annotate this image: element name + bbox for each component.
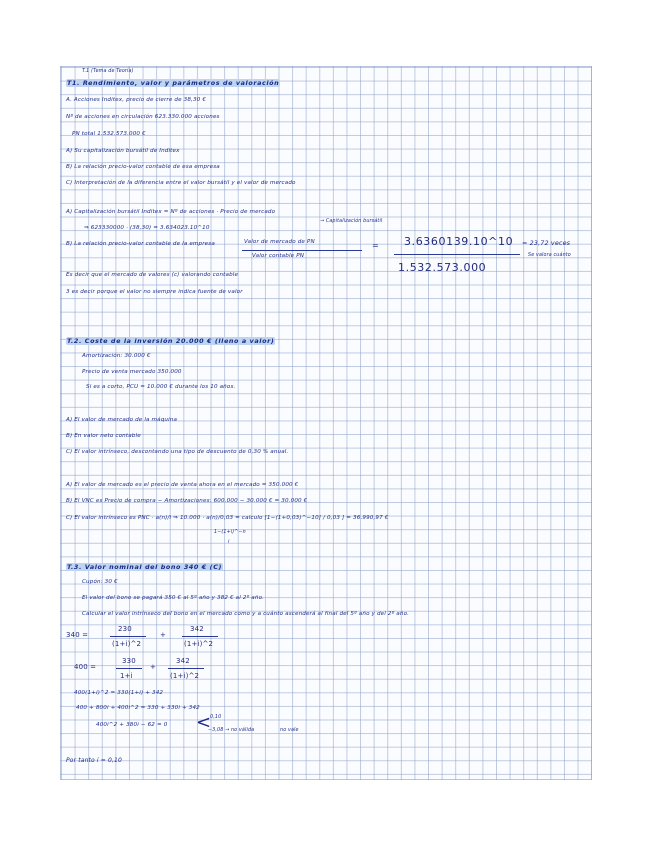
s3-eq2-b-num: 342	[176, 657, 190, 665]
s1-line-4: A) Su capitalización bursátil de Inditex	[66, 148, 180, 154]
s3-eq1-bar-a	[110, 636, 146, 637]
s3-root-1: 0,10	[210, 715, 222, 720]
s1-a-note: → Capitalización bursátil	[320, 219, 383, 224]
section-1-title: T1. Rendimiento, valor y parámetros de valoración	[67, 79, 280, 87]
s2-line-1: Amortización: 30.000 €	[82, 353, 151, 359]
s2-answer-c-sub: 1−(1+i)^−n	[214, 530, 246, 535]
s3-eq2-a-num: 330	[122, 657, 136, 665]
s3-eq1-b-num: 342	[190, 625, 204, 633]
s3-eq2-bar-a	[116, 668, 142, 669]
s3-root-note: no vale	[280, 728, 299, 733]
s3-eq1-a-num: 230	[118, 625, 132, 633]
s3-roots-brace: <	[196, 712, 212, 733]
s2-answer-c-sub2: i	[228, 540, 230, 545]
s3-eq1-lhs: 340 =	[66, 631, 89, 639]
s3-eq2-bar-b	[168, 668, 204, 669]
s2-line-3: Si es a corto, PCU = 10.000 € durante los 10 años.	[86, 384, 236, 390]
header-note: T.1 (Tema de Teoría)	[82, 69, 134, 74]
s2-q-c: C) El valor intrínseco, descontando una tipo de descuento de 0,30 % anual.	[66, 449, 289, 455]
s3-line-1: Cupón: 30 €	[82, 579, 118, 585]
s1-line-2: Nº de acciones en circulación 623.330.000 acciones	[66, 114, 220, 120]
s1-b-label: B) La relación precio-valor contable de la empresa	[66, 241, 215, 247]
s2-answer-a: A) El valor de mercado es el precio de venta ahora en el mercado = 350.000 €	[66, 482, 299, 488]
s1-b-frac-bar-2	[394, 254, 520, 255]
s1-c-line-2: 3 es decir porque el valor no siempre indica fuente de valor	[66, 289, 243, 295]
section-3-title: T.3. Valor nominal del bono 340 € (C)	[67, 563, 223, 571]
s1-b-num: 3.6360139.10^10	[404, 235, 514, 248]
s3-eq1-bar-b	[182, 636, 218, 637]
s2-q-a: A) El valor de mercado de la máquina	[66, 417, 178, 423]
s1-b-frac-bar-1	[242, 250, 362, 251]
s2-answer-c: C) El valor intrínseco es PNC · a(n)/i ⇒ 10.000 · a(n)/0,03 = calculo [1−(1+0,03)^−10] / 0,03 ] = 36.990,97 €	[66, 515, 389, 521]
s3-eq2-lhs: 400 =	[74, 663, 97, 671]
section-2-title: T.2. Coste de la inversión 20.000 € (lleno a valor)	[67, 337, 275, 345]
s1-line-1: A. Acciones Inditex, precio de cierre de 38,30 €	[66, 97, 207, 103]
s3-eq1-plus: +	[160, 631, 167, 639]
s3-eq1-a-den: (1+i)^2	[112, 640, 142, 648]
s1-b-result-note: Se valora cuánto	[528, 253, 571, 258]
s3-line-2: El valor del bono se pagará 350 € al 5º año y 382 € al 2º año.	[82, 595, 265, 601]
s2-line-2: Precio de venta mercado 350.000	[82, 369, 182, 375]
s1-a-label: A) Capitalización bursátil Inditex = Nº de acciones · Precio de mercado	[66, 209, 276, 215]
s1-b-den-text: Valor contable PN	[252, 253, 305, 259]
s2-q-b: B) En valor neto contable	[66, 433, 141, 439]
s3-root-2: −3,08 → no válida	[208, 728, 255, 733]
s2-answer-b: B) El VNC es Precio de compra − Amortizaciones: 600.000 − 30.000 € = 30.000 €	[66, 498, 308, 504]
s1-b-result: = 23,72 veces	[522, 239, 571, 247]
s3-eq2-a-den: 1+i	[120, 672, 133, 680]
s1-line-3: PN total 1.532.573.000 €	[72, 131, 146, 137]
s3-eq5: 400i^2 + 380i − 62 = 0	[96, 722, 168, 728]
s1-b-den: 1.532.573.000	[398, 261, 487, 274]
s3-eq4: 400 + 800i + 400i^2 = 330 + 330i + 342	[76, 705, 200, 711]
s1-b-num-text: Valor de mercado de PN	[244, 239, 315, 245]
s1-line-6: C) Interpretación de la diferencia entre el valor bursátil y el valor de mercado	[66, 180, 296, 186]
s1-c-line-1: Es decir que el mercado de valores (c) valorando contable	[66, 272, 239, 278]
s3-line-3: Calcular el valor intrínseco del bono en el mercado como y a cuánto ascenderá al final del 5º año y del 2º año.	[82, 611, 410, 617]
s1-line-5: B) La relación precio-valor contable de esa empresa	[66, 164, 220, 170]
s3-final: Por tanto i = 0,10	[66, 757, 122, 764]
s3-eq3: 400(1+i)^2 = 330(1+i) + 342	[74, 690, 164, 696]
s1-b-eq: =	[372, 241, 379, 250]
s1-a-calc: ⇒ 623330000 · (38,30) = 3.634023.10^10	[84, 225, 210, 231]
s3-eq2-b-den: (1+i)^2	[170, 672, 200, 680]
s3-eq1-b-den: (1+i)^2	[184, 640, 214, 648]
s3-eq2-plus: +	[150, 663, 157, 671]
